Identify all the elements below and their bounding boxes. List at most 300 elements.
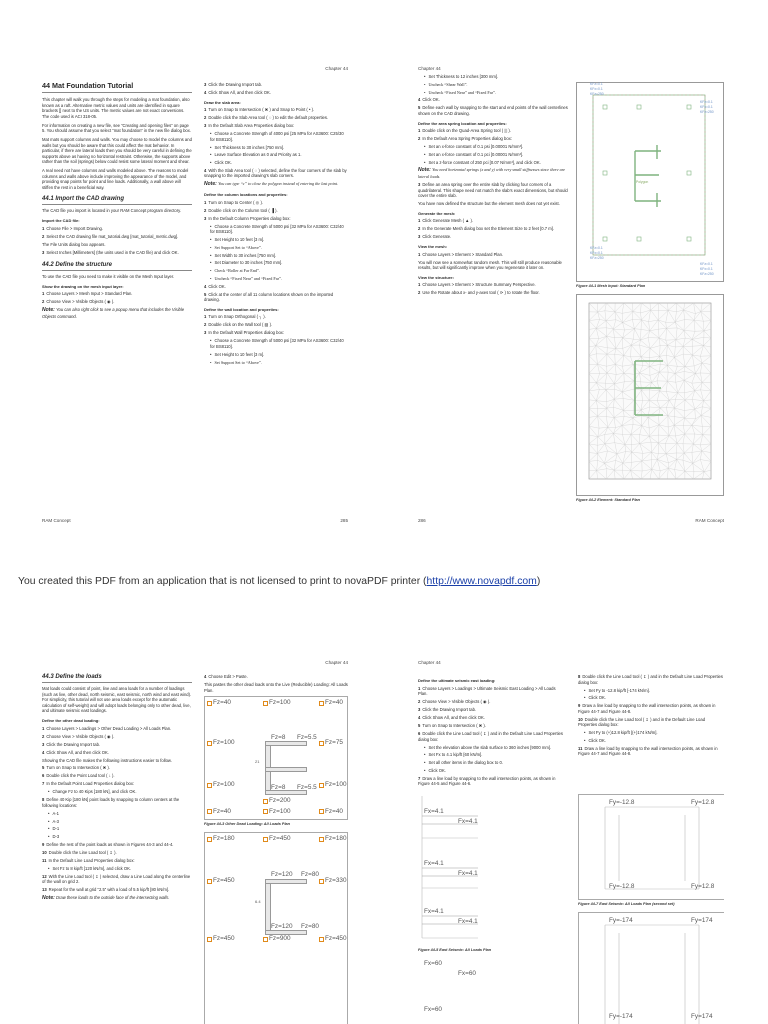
load-label: Fz=450 <box>213 877 235 884</box>
note <box>204 181 348 188</box>
instruction-step <box>204 284 348 290</box>
chapter-title: 44 Mat Foundation Tutorial <box>42 81 134 90</box>
bullet-item: • Leave Surface Elevation as 0 and Priority as 1. <box>210 152 348 158</box>
load-label: Fz=5.5 <box>297 784 317 791</box>
step-number: 9 <box>42 841 45 847</box>
procedure-heading: View the structure: <box>418 274 454 280</box>
paste-text: This pastes the other dead loads onto the Live (Reducible) Loading: All Loads Plan. <box>204 681 348 693</box>
novapdf-link[interactable]: http://www.novapdf.com <box>426 576 537 587</box>
instruction-step <box>42 874 192 885</box>
step-text: Click Show All, and then click OK. <box>422 715 485 721</box>
load-label: Fz=100 <box>325 781 347 788</box>
step-number: 3 <box>204 330 207 336</box>
load-label: Fz=40 <box>325 699 343 706</box>
load-label: Fz=120 <box>271 871 293 878</box>
step-text: In the Default Slab Area Properties dialog box: <box>208 123 295 129</box>
load-label: Fz=40 <box>325 808 343 815</box>
note-label: Note: <box>42 307 55 314</box>
show-heading: Show the drawing on the mesh input layer: <box>42 283 124 289</box>
load-label: Fz=450 <box>269 835 291 842</box>
bullet-item: • D-1 <box>48 826 192 832</box>
step-number: 2 <box>42 233 45 239</box>
load-label: Fz=100 <box>269 808 291 815</box>
step-number: 4 <box>204 89 207 95</box>
step-number: 10 <box>42 849 47 855</box>
page-286-left-column <box>418 74 568 298</box>
paste-steps <box>204 674 348 680</box>
step-text: Click the Drawing Import tab. <box>208 82 263 87</box>
figure-44-7-caption: Figure 44-7 East Seismic: All Loads Plan (second set) <box>578 902 675 906</box>
step-number: 5 <box>418 105 421 111</box>
figure-44-4-other-dead-loads-metric <box>204 832 348 1024</box>
procedure-heading: Generate the mesh: <box>418 210 456 216</box>
load-label: Fy=-12.8 <box>609 883 635 890</box>
step-text: Turn on Snap to Intersection ( ✖ ) and Snap to Point ( • ). <box>208 107 315 113</box>
step-number: 7 <box>42 781 45 787</box>
load-marker <box>207 879 212 884</box>
bullet-item: • Click OK. <box>584 695 724 701</box>
step-text: Double click the Slab Area tool ( ◌ ) to edit the default properties. <box>208 115 329 121</box>
section-44-2-title: 44.2 Define the structure <box>42 262 113 268</box>
instruction-step <box>418 226 568 232</box>
step-text: With the Slab Area tool ( ◌ ) selected, define the four corners of the slab by snapping to the imported drawing’s slab corners. <box>204 167 347 179</box>
load-label: Fx=60 <box>424 960 442 967</box>
instruction-step <box>418 776 566 787</box>
step-number: 3 <box>204 82 207 87</box>
load-label: Fy=174 <box>691 1013 713 1020</box>
step-text: Double click the Point Load tool ( ↓ ). <box>46 773 115 779</box>
bullet-item: • Set Fz to 8 kip/ft [120 kN/m], and click OK. <box>48 866 192 872</box>
step-text: Choose Layers > Loadings > Other Dead Loading > All Loads Plan. <box>46 725 172 731</box>
step-number: 3 <box>42 250 45 256</box>
bullet-item: • Set Height to 10 feet [3 m]. <box>210 237 348 243</box>
bullet-item: • Click OK. <box>584 738 724 744</box>
load-label: Fx=4.1 <box>458 818 478 825</box>
instruction-step <box>42 734 192 740</box>
bullet-item: • Set all other items in the dialog box to 0. <box>424 760 566 766</box>
instruction-step <box>42 797 192 808</box>
page-288-left-column <box>418 674 566 789</box>
paragraph: You have now defined the structure but the element mesh does not yet exist. <box>418 201 560 207</box>
paragraph: Showing the CAD file makes the following instructions easier to follow. <box>42 757 172 763</box>
step-text: Choose File > Import Drawing. <box>46 225 104 231</box>
step-text: Define an area spring over the entire slab by clicking four corners of a quadrilateral. This shape need not match the slab’s exact dimensions, but should cover the entire slab. <box>418 182 568 199</box>
instruction-step <box>204 123 348 129</box>
step-text: Choose Layers > Element > Structure Summary Perspective. <box>422 282 536 288</box>
step-number: 7 <box>418 775 421 781</box>
bullet-item: • Set an x-force constant of 0.1 psi [0.00001 N/mm³]. <box>424 144 568 150</box>
instruction-step <box>204 90 348 96</box>
instruction-step <box>418 699 566 705</box>
step-text: In the Default Line Load Properties dialog box: <box>48 857 135 863</box>
step-number: 13 <box>42 887 47 893</box>
step-text: Define 40 Kip [180 kN] point loads by snapping to column centers at the following locations: <box>42 797 180 808</box>
load-label: Fy=12.8 <box>691 883 715 890</box>
procedure-heading: Define the other dead loading: <box>42 717 100 723</box>
instruction-step <box>204 322 348 328</box>
instruction-step <box>42 781 192 787</box>
element-mesh-drawing <box>577 295 723 495</box>
step-number: 12 <box>42 873 47 879</box>
procedure-heading: Define the ultimate seismic east loading: <box>418 678 496 683</box>
load-label: Fz=450 <box>213 935 235 942</box>
load-label: Fz=120 <box>271 923 293 930</box>
load-label: Fz=100 <box>269 699 291 706</box>
load-label: Fy=-174 <box>609 1013 633 1020</box>
step-text: Turn on Snap to Intersection ( ✖ ). <box>422 723 486 729</box>
procedure-heading: Define the area spring location and properties: <box>418 120 507 126</box>
step-number: 1 <box>42 291 45 297</box>
note-label: Note: <box>204 181 219 188</box>
spring-label: KFx=0.1 <box>590 251 603 255</box>
step-number: 10 <box>578 716 583 722</box>
figure-44-1-caption: Figure 44-1 Mesh Input: Standard Plan <box>576 284 646 288</box>
intro-paragraph: This chapter will walk you through the steps for modeling a mat foundation, also known as a raft. Alternative metric values and units are identified in square brackets [] next to the US units. The metric values are not exact conversions. The code used is ACI 318-05. <box>42 97 190 119</box>
bullet-item: • D-3 <box>48 834 192 840</box>
step-number: 1 <box>418 218 421 224</box>
step-text: In the Default Wall Properties dialog box: <box>208 330 285 336</box>
bullet-item: • Choose a Concrete Strength of 4000 psi [25 MPa for AS3600: C25/30 for BS8110]. <box>210 131 348 142</box>
import-steps <box>42 226 192 240</box>
step-number: 5 <box>42 765 45 771</box>
instruction-step <box>578 717 724 728</box>
bullet-item: • Set Height to 10 feet [3 m]. <box>210 352 348 358</box>
instruction-step <box>204 115 348 121</box>
instruction-step <box>204 292 348 303</box>
note-label: Note: <box>418 167 433 174</box>
bullet-item: • Set Diameter to 30 inches [750 mm]. <box>210 260 348 266</box>
step-number: 3 <box>204 123 207 129</box>
step-number: 2 <box>418 699 421 705</box>
figure-44-3-other-dead-loads <box>204 696 348 820</box>
bullet-item: • Set a z-force constant of 250 pci [0.07 N/mm³], and click OK. <box>424 160 568 166</box>
instruction-step <box>418 707 566 713</box>
step-text: Click OK. <box>422 97 440 103</box>
load-label: Fz=180 <box>325 835 347 842</box>
step-number: 4 <box>204 167 207 173</box>
step-text: Choose Layers > Element > Standard Plan. <box>422 251 504 257</box>
page-285 <box>42 62 348 532</box>
instruction-step <box>578 746 724 757</box>
step-text: In the Generate Mesh dialog box set the Element Size to 2 feet [0.7 m]. <box>422 226 555 232</box>
section-rule <box>42 682 192 683</box>
procedure-heading: View the mesh: <box>418 243 448 249</box>
instruction-step <box>418 252 568 258</box>
show-steps <box>42 291 192 305</box>
instruction-step <box>204 107 348 113</box>
step-number: 4 <box>204 674 207 679</box>
load-marker <box>319 837 324 842</box>
step-number: 2 <box>204 207 207 213</box>
step-number: 1 <box>204 107 207 113</box>
page-285-left-column <box>42 82 192 319</box>
instruction-step <box>418 290 568 296</box>
intro-paragraph: For information on creating a new file, see “Creating and opening files” on page 5. You should assume that you select “mat foundation” in the new file dialog box. <box>42 122 191 134</box>
load-marker <box>319 701 324 706</box>
instruction-step <box>418 731 566 742</box>
intro-text <box>42 97 192 190</box>
figure-44-5-east-seismic <box>418 788 538 946</box>
step-number: 3 <box>418 182 421 187</box>
instruction-step <box>204 216 348 222</box>
step-number: 3 <box>418 707 421 713</box>
section-44-1-body: The CAD file you import is located in your RAM Concept program directory. <box>42 208 182 214</box>
step-number: 1 <box>418 685 421 691</box>
figure-44-2-element-mesh <box>576 294 724 496</box>
step-text: Draw a line load by snapping to the wall intersection points, as shown in Figure 44-7 and Figure 44-8. <box>578 703 716 714</box>
spring-label: KFz=0.1 <box>590 246 603 250</box>
page-287 <box>42 656 348 1024</box>
instruction-step <box>42 226 192 232</box>
load-label: Fy=12.8 <box>691 799 715 806</box>
instruction-step <box>418 715 566 721</box>
step-text: Turn on Snap to Intersection ( ✖ ). <box>46 765 110 771</box>
bullet-item: • A-3 <box>48 819 192 825</box>
load-label: Fy=-174 <box>609 917 633 924</box>
page-288-right-column <box>578 674 724 759</box>
step-number: 3 <box>204 215 207 221</box>
figure-44-8-east-seismic-metric <box>578 912 724 1024</box>
intro-paragraph: A real need not have columns and walls modeled above. The reasons to model columns and walls above include improving the appearance of the model, and providing snap points for point and line loads. Additionally, a wall above will stiffen the rest in a beneficial way. <box>42 168 189 190</box>
step-number: 11 <box>578 745 583 751</box>
page-287-left-column <box>42 674 192 902</box>
instruction-step <box>578 703 724 714</box>
spring-label: KFz=250 <box>700 110 714 114</box>
load-label: Fx=4.1 <box>424 860 444 867</box>
step-text: Select Inches [Millimeters] (the units used in the CAD file) and click OK. <box>46 250 179 256</box>
instruction-step <box>42 742 192 748</box>
spring-label: KFz=250 <box>700 272 714 276</box>
load-label: Fz=40 <box>213 699 231 706</box>
bullet-item: • Set Thickness to 30 inches [750 mm]. <box>210 145 348 151</box>
bullet-item: • Uncheck “Fixed Near” and “Fixed Far”. <box>424 90 568 96</box>
bullet-item: • Uncheck “Shear Wall”. <box>424 82 568 88</box>
bullet-item: • Click OK. <box>424 768 566 774</box>
step-text: Click Generate Mesh ( ▲ ). <box>422 218 474 224</box>
step-number: 4 <box>418 97 421 103</box>
step-number: 2 <box>42 733 45 739</box>
step-number: 8 <box>42 797 45 803</box>
bullet-item: • Set Support Set to “Above”. <box>210 360 348 366</box>
instruction-step <box>418 234 568 240</box>
instruction-step <box>204 674 348 680</box>
page-285-right-column <box>204 82 348 367</box>
load-label: Fx=4.1 <box>458 870 478 877</box>
load-label: Fz=80 <box>301 923 319 930</box>
load-label: Fz=8 <box>271 784 286 791</box>
step-text: Draw a line load by snapping to the wall intersection points, as shown in Figure 44-5 and Figure 44-6. <box>418 775 556 787</box>
note <box>42 895 192 902</box>
instruction-step <box>418 136 568 142</box>
spring-label: KFz=0.1 <box>700 262 713 266</box>
instruction-step <box>418 182 568 199</box>
section-44-3-title: 44.3 Define the loads <box>42 674 102 680</box>
load-marker <box>207 809 212 814</box>
wall <box>265 741 307 746</box>
step-text: Choose Layers > Mesh Input > Standard Plan. <box>46 291 133 297</box>
bullet-item: • Set Fy to (+)12.8 kip/ft [(+)174 kN/m]. <box>584 730 724 736</box>
load-marker <box>263 937 268 942</box>
load-label: Fz=330 <box>325 877 347 884</box>
load-label: Fz=100 <box>213 739 235 746</box>
load-marker <box>263 701 268 706</box>
note-text: Draw these loads to the outside face of the intersecting walls. <box>55 895 170 901</box>
step-text: Choose View > Visible Objects ( ◉ ). <box>422 699 491 705</box>
load-marker <box>207 701 212 706</box>
step-text: Click at the center of all 11 column locations shown on the imported drawing. <box>204 291 334 303</box>
note <box>418 167 568 179</box>
step-text: Double click on the Quad-Area Spring tool ( ▒ ). <box>422 128 511 134</box>
load-marker <box>319 879 324 884</box>
instruction-step <box>42 299 192 305</box>
load-label: Fx=4.1 <box>424 808 444 815</box>
bullet-item: • Choose a Concrete Strength of 5000 psi [32 MPa for AS3600: C32/40 for BS8110]. <box>210 224 348 235</box>
instruction-step <box>42 726 192 732</box>
step-number: 2 <box>418 226 421 232</box>
load-label: Fz=80 <box>301 871 319 878</box>
step-number: 1 <box>418 251 421 257</box>
page-header: Chapter 44 <box>418 66 441 71</box>
step-text: Use the Rotate about x- and y-axes tool ( ⟳ ) to rotate the floor. <box>422 290 540 296</box>
load-label: Fz=180 <box>213 835 235 842</box>
load-label: Fz=75 <box>325 739 343 746</box>
instruction-step <box>204 208 348 214</box>
bullet-item: • A-1 <box>48 811 192 817</box>
section-44-2-body: To use the CAD file you need to make it visible on the Mesh Input layer. <box>42 274 175 279</box>
wall-shape <box>635 145 661 207</box>
load-label: Fx=4.1 <box>424 908 444 915</box>
load-marker <box>263 799 268 804</box>
step-number: 3 <box>42 741 45 747</box>
step-number: 2 <box>42 299 45 305</box>
bullet-item: • Check “Roller at Far End”. <box>210 268 348 274</box>
step-text: Click Show All, and then click OK. <box>208 89 271 95</box>
step-text: Define each wall by snapping to the start and end points of the wall centerlines shown on the CAD drawing. <box>418 105 568 116</box>
step-text: Double click on the Column tool ( ▐ ). <box>208 207 278 213</box>
bullet-item: • Set Thickness to 12 inches [300 mm]. <box>424 74 568 80</box>
section-rule <box>42 270 192 271</box>
page-286 <box>418 62 724 532</box>
step-text: Double click the Line Load tool ( ↧ ). <box>48 849 117 855</box>
bullet-item: • Change Fz to 40 Kips [180 kN], and click OK. <box>48 789 192 795</box>
bullet-item: • Set Fy to -12.8 kip/ft [-174 kN/m]. <box>584 688 724 694</box>
step-text: Click the Drawing Import tab. <box>422 707 477 713</box>
instruction-step <box>418 723 566 729</box>
instruction-step <box>42 765 192 771</box>
step-number: 5 <box>204 291 207 297</box>
note-text: You need horizontal springs (x and y) with very small stiffnesses since there are lateral loads. <box>418 167 566 180</box>
spring-label: KFx=0.1 <box>700 267 713 271</box>
instruction-step <box>204 314 348 320</box>
step-number: 1 <box>418 282 421 288</box>
load-label: Fz=8 <box>271 734 286 741</box>
note-text: You can type “c” to close the polygon instead of entering the last point. <box>218 181 339 187</box>
instruction-step <box>578 674 724 685</box>
step-number: 2 <box>418 136 421 142</box>
section-44-1-title: 44.1 Import the CAD drawing <box>42 196 125 203</box>
page-header: Chapter 44 <box>418 660 441 665</box>
loading-steps <box>42 718 192 893</box>
step-number: 1 <box>204 199 207 205</box>
step-number: 8 <box>578 674 581 679</box>
spring-label: KFz=0.1 <box>700 100 713 104</box>
instruction-step <box>418 218 568 224</box>
footer-left: RAM Concept <box>42 518 71 523</box>
load-marker <box>319 809 324 814</box>
page-number: 285 <box>340 518 348 523</box>
wall <box>265 767 307 772</box>
load-label: Fz=200 <box>269 797 291 804</box>
note <box>42 307 192 319</box>
load-marker <box>207 741 212 746</box>
page-number: 286 <box>418 518 426 523</box>
instruction-step <box>42 773 192 779</box>
bullet-item: • Choose a Concrete Strength of 5000 psi [32 MPa for AS3600: C32/40 for BS8110]. <box>210 338 348 349</box>
step-text: Click Show All, and then click OK. <box>46 749 109 755</box>
step-text: Choose View > Visible Objects ( ◉ ). <box>46 733 115 739</box>
import-step-3 <box>42 250 192 256</box>
procedure-heading: Define the wall location and properties: <box>204 306 279 312</box>
load-marker <box>319 741 324 746</box>
figure-44-2-caption: Figure 44-2 Element: Standard Plan <box>576 498 640 502</box>
step-number: 1 <box>418 128 421 134</box>
step-text: Turn on Snap Orthogonal ( ┐ ). <box>208 314 266 320</box>
load-label: Fy=174 <box>691 917 713 924</box>
bullet-item: • Set an x-force constant of 0.1 pci [0.00001 N/mm³]. <box>424 152 568 158</box>
instruction-step <box>42 750 192 756</box>
spring-label: KFx=0.1 <box>700 105 713 109</box>
load-label: Fy=-12.8 <box>609 799 635 806</box>
bullet-item: • Set Fx to 4.1 kip/ft [60 kN/m]. <box>424 752 566 758</box>
step-text: In the Default Column Properties dialog box: <box>208 215 291 221</box>
instruction-step <box>418 686 566 697</box>
footer-right: RAM Concept <box>695 518 724 523</box>
load-label: Fz=5.5 <box>297 734 317 741</box>
load-label: Fz=40 <box>213 808 231 815</box>
page-header: Chapter 44 <box>325 660 348 665</box>
instruction-step <box>42 887 192 893</box>
step-number: 4 <box>42 749 45 755</box>
step-text: Double click the Line Load tool ( ↧ ) and in the Default Line Load Properties dialog box: <box>578 674 723 685</box>
instruction-step <box>418 97 568 103</box>
figure-44-6-east-seismic-metric <box>418 958 538 1024</box>
step-text: Click the Drawing Import tab. <box>46 741 101 747</box>
import-heading: Import the CAD file: <box>42 218 80 224</box>
section-rule <box>42 204 192 205</box>
novapdf-banner <box>18 576 758 587</box>
load-label: Fz=100 <box>213 781 235 788</box>
step-text: Double click the Line Load tool ( ↧ ) and in the Default Line Load Properties dialog box: <box>578 716 706 728</box>
step-text: In the Default Area Spring Properties dialog box: <box>422 136 512 142</box>
load-marker <box>207 837 212 842</box>
column-markers <box>603 105 691 241</box>
page-288 <box>418 656 724 1024</box>
step-text: Double click the Line Load tool ( ↧ ) and in the Default Line Load Properties dialog box: <box>418 731 563 742</box>
step-text: Define the rest of the point loads as shown in Figures 44-3 and 44-4. <box>46 841 174 847</box>
polygon-label: Polygon <box>636 180 649 184</box>
step-text: With the Line Load tool ( ↧ ) selected, draw a Line Load along the centerline of the wall on grid 2. <box>42 873 191 885</box>
step-number: 2 <box>204 322 207 328</box>
figure-44-3-caption: Figure 44-3 Other Dead Loading: All Loads Plan <box>204 822 290 826</box>
step-text: Draw a line load by snapping to the wall intersection points, as shown in Figure 44-7 and Figure 44-8. <box>578 745 718 757</box>
paragraph: You will now see a somewhat random mesh. This will still produce reasonable results, but will significantly improve when you regenerate it later on. <box>418 259 562 271</box>
banner-tail: ) <box>536 576 541 587</box>
spring-label: KFz=250 <box>590 92 604 96</box>
bullet-item: • Uncheck “Fixed Near” and “Fixed Far”. <box>210 276 348 282</box>
step-text: Click OK. <box>208 283 226 289</box>
load-marker <box>319 937 324 942</box>
instruction-step <box>42 291 192 297</box>
